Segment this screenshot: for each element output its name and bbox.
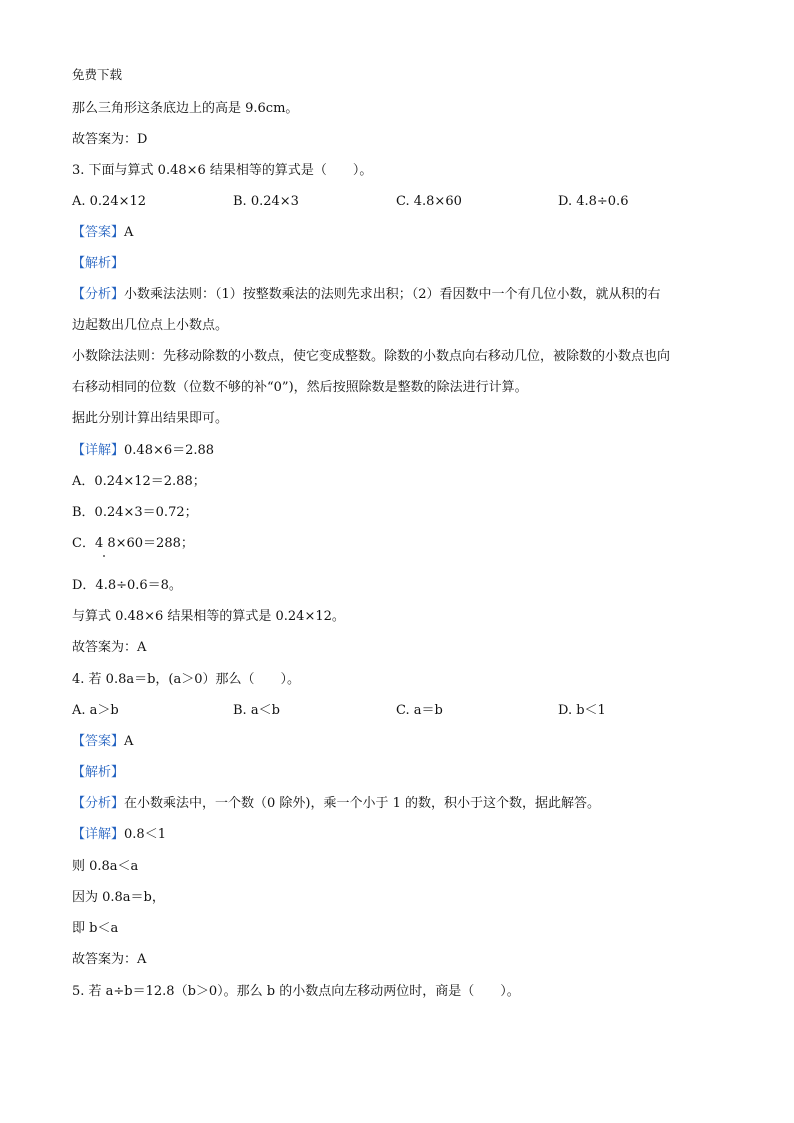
option-b: B. 0.24×3 — [233, 194, 299, 209]
option-a: A. 0.24×12 — [72, 194, 147, 209]
option-c: C. 4.8×60 — [396, 194, 462, 209]
detail-tag: 【详解】 — [72, 827, 125, 842]
final-answer: 故答案为：A — [72, 640, 147, 655]
calc-line: B．0.24×3＝0.72； — [72, 505, 198, 520]
text-line: 故答案为：D — [72, 132, 148, 147]
detail-text: 0.8＜1 — [124, 827, 166, 842]
calc-line: A．0.24×12＝2.88； — [72, 474, 206, 489]
fenxi-text: 在小数乘法中，一个数（0 除外)，乘一个小于 1 的数，积小于这个数，据此解答。 — [124, 796, 601, 811]
analysis-line — [72, 796, 600, 812]
answer-line — [72, 225, 133, 241]
answer-tag: 【答案】 — [72, 225, 125, 240]
text-line: 边起数出几位点上小数点。 — [72, 318, 229, 333]
calc-line: C．4 8×60＝288； — [72, 536, 194, 551]
option-c: C. a＝b — [396, 703, 443, 718]
answer-value: A — [124, 225, 134, 240]
text-line: 小数除法法则：先移动除数的小数点，使它变成整数。除数的小数点向右移动几位，被除数的小数点也向 — [72, 349, 671, 364]
detail-line — [72, 443, 214, 459]
analysis-tag: 【解析】 — [72, 256, 125, 271]
fenxi-tag: 【分析】 — [72, 287, 125, 302]
option-a: A. a＞b — [72, 703, 119, 718]
page-header: 免费下载 — [72, 67, 123, 82]
step-line: 因为 0.8a＝b， — [72, 890, 165, 905]
option-d: D. 4.8÷0.6 — [558, 194, 629, 209]
option-d: D. b＜1 — [558, 703, 606, 718]
question-3: 3. 下面与算式 0.48×6 结果相等的算式是（ ）。 — [72, 163, 373, 178]
answer-tag: 【答案】 — [72, 734, 125, 749]
detail-tag: 【详解】 — [72, 443, 125, 458]
text-line: 右移动相同的位数（位数不够的补“0”)，然后按照除数是整数的除法进行计算。 — [72, 380, 528, 395]
text-line: 据此分别计算出结果即可。 — [72, 411, 229, 426]
fenxi-text: 小数乘法法则：（1）按整数乘法的法则先求出积；（2）看因数中一个有几位小数，就从积的右 — [124, 287, 661, 302]
answer-value: A — [124, 734, 134, 749]
calc-line: D．4.8÷0.6＝8。 — [72, 578, 182, 593]
ink-dot — [103, 555, 105, 557]
analysis-tag: 【解析】 — [72, 765, 125, 780]
final-answer: 故答案为：A — [72, 952, 147, 967]
option-b: B. a＜b — [233, 703, 280, 718]
step-line: 则 0.8a＜a — [72, 859, 139, 874]
text-line: 那么三角形这条底边上的高是 9.6cm。 — [72, 101, 299, 116]
analysis-line — [72, 287, 661, 303]
answer-line — [72, 734, 133, 750]
step-line: 即 b＜a — [72, 921, 119, 936]
question-5: 5. 若 a÷b＝12.8（b＞0）。那么 b 的小数点向左移动两位时，商是（ ）。 — [72, 984, 520, 999]
fenxi-tag: 【分析】 — [72, 796, 125, 811]
detail-line — [72, 827, 166, 843]
conclusion-line: 与算式 0.48×6 结果相等的算式是 0.24×12。 — [72, 609, 345, 624]
detail-text: 0.48×6＝2.88 — [124, 443, 215, 458]
question-4: 4. 若 0.8a＝b，(a＞0）那么（ ）。 — [72, 672, 301, 687]
